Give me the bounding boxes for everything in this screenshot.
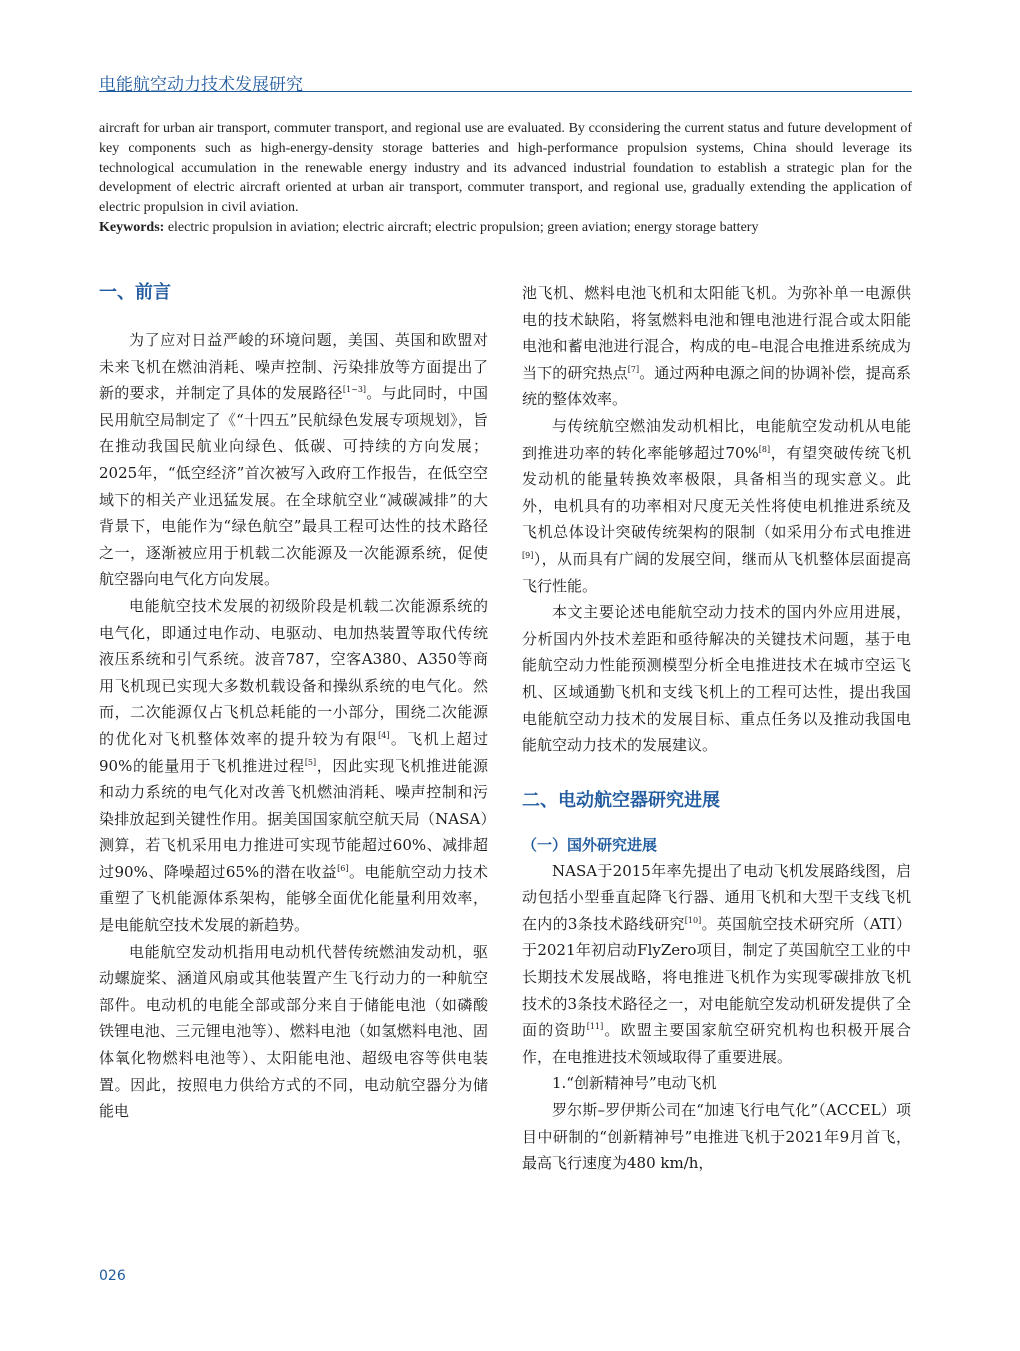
header-rule	[99, 91, 912, 92]
paragraph-text: 为了应对日益严峻的环境问题，美国、英国和欧盟对未来飞机在燃油消耗、噪声控制、污染排放等方面提出了新的要求，并制定了具体的发展路径	[99, 331, 488, 403]
section-1-paragraph-2	[99, 593, 488, 939]
citation-ref: [1~3]	[342, 385, 367, 395]
paragraph-text: 。飞机上超过90%的能量用于飞机推进过程	[99, 729, 488, 775]
paragraph-text: 。电能航空动力技术重塑了飞机能源体系架构，能够全面优化能量利用效率，是电能航空技术发展的新趋势。	[99, 862, 488, 935]
page-number: 026	[99, 1268, 126, 1284]
paragraph-text: 池飞机、燃料电池飞机和太阳能飞机。为弥补单一电源供电的技术缺陷，将氢燃料电池和锂电池进行混合或太阳能电池和蓄电池进行混合，构成的电–电混合电推进系统成为当下的研究热点	[522, 284, 911, 382]
citation-ref: [6]	[337, 863, 349, 873]
paragraph-text: NASA于2015年率先提出了电动飞机发展路线图，启动包括小型垂直起降飞行器、通用飞机和大型干支线飞机在内的3条技术路线研究	[522, 861, 911, 933]
section-1-paragraph-5: 本文主要论述电能航空动力技术的国内外应用进展，分析国内外技术差距和亟待解决的关键技术问题，基于电能航空动力性能预测模型分析全电推进技术在城市空运飞机、区域通勤飞机和支线飞机上的工程可达性，提出我国电能航空动力技术的发展目标、重点任务以及推动我国电能航空动力技术的发展建议。	[522, 603, 911, 755]
paragraph-text: 。通过两种电源之间的协调补偿，提高系统的整体效率。	[522, 363, 911, 409]
paragraph-text: ，有望突破传统飞机发动机的能量转换效率极限，具备相当的现实意义。此外，电机具有的功率相对尺度无关性将使电机推进系统及飞机总体设计突破传统架构的限制（如采用分布式电推进	[522, 443, 911, 542]
keywords-line	[99, 218, 912, 238]
item-1-paragraph: 罗尔斯–罗伊斯公司在“加速飞行电气化”（ACCEL）项目中研制的“创新精神号”电推进飞机于2021年9月首飞，最高飞行速度为480 km/h，	[522, 1101, 911, 1173]
section-1-paragraph-1	[99, 327, 488, 593]
citation-ref: [10]	[684, 915, 702, 925]
paragraph-text: 与传统航空燃油发动机相比，电能航空发动机从电能到推进功率的转化率能够超过70%	[522, 416, 911, 462]
citation-ref: [5]	[304, 757, 317, 767]
paragraph-text: ，因此实现飞机推进能源和动力系统的电气化对改善飞机燃油消耗、噪声控制和污染排放起到关键性作用。据美国国家航空航天局（NASA）测算，若飞机采用电力推进可实现节能超过60%、减排超过90%、降噪超过65%的潜在收益	[99, 756, 488, 881]
citation-ref: [7]	[627, 364, 640, 374]
section-1-paragraph-3: 电能航空发动机指用电动机代替传统燃油发动机，驱动螺旋桨、涵道风扇或其他装置产生飞行动力的一种航空部件。电动机的电能全部或部分来自于储能电池（如磷酸铁锂电池、三元锂电池等）、燃料电池（如氢燃料电池、固体氧化物燃料电池等）、太阳能电池、超级电容等供电装置。因此，按照电力供给方式的不同，电动航空器分为储能电	[99, 942, 488, 1121]
paragraph-text: ），从而具有广阔的发展空间，继而从飞机整体层面提高飞行性能。	[522, 549, 911, 595]
left-column	[99, 280, 488, 1125]
citation-ref: [9]	[522, 550, 534, 560]
running-head: 电能航空动力技术发展研究	[99, 75, 303, 95]
item-1-title: 1.“创新精神号”电动飞机	[552, 1074, 717, 1093]
citation-ref: [8]	[758, 444, 771, 454]
section-1-paragraph-4	[522, 413, 911, 599]
paragraph-text: 。欧盟主要国家航空研究机构也积极开展合作，在电推进技术领域取得了重要进展。	[522, 1021, 911, 1066]
paragraph-text: 电能航空技术发展的初级阶段是机载二次能源系统的电气化，即通过电作动、电驱动、电加热装置等取代传统液压系统和引气系统。波音787，空客A380、A350等商用飞机现已实现大多数机载设备和操纵系统的电气化。然而，二次能源仅占飞机总耗能的一小部分，围绕二次能源的优化对飞机整体效率的提升较为有限	[99, 596, 488, 748]
paragraph-text: 。与此同时，中国民用航空局制定了《“十四五”民航绿色发展专项规划》，旨在推动我国民航业向绿色、低碳、可持续的方向发展；2025年，“低空经济”首次被写入政府工作报告，在低空空域下的相关产业迅猛发展。在全球航空业“减碳减排”的大背景下，电能作为“绿色航空”最具工程可达性的技术路径之一，逐渐被应用于机载二次能源及一次能源系统，促使航空器向电气化方向发展。	[99, 384, 488, 589]
abstract-block	[99, 119, 912, 238]
citation-ref: [4]	[378, 730, 390, 740]
citation-ref: [11]	[586, 1022, 604, 1032]
keywords-text: electric propulsion in aviation; electric aircraft; electric propulsion; green aviation; energy storage battery	[164, 219, 759, 235]
section-1-paragraph-3-continued	[522, 280, 911, 413]
abstract-text: aircraft for urban air transport, commuter transport, and regional use are evaluated. By cconsidering the current status and future development of key components such as high-energy-density storage batteries and high-performance propulsion systems, China should leverage its technological accumulation in the renewable energy industry and its advanced industrial foundation to establish a strategic plan for the development of electric aircraft oriented at urban air transport, commuter transport, and regional use, gradually extending the application of electric propulsion in civil aviation.	[99, 121, 912, 216]
keywords-label: Keywords:	[99, 219, 165, 235]
right-column	[522, 280, 911, 1177]
section-1-title: 一、前言	[99, 282, 171, 303]
section-2-title: 二、电动航空器研究进展	[522, 789, 720, 811]
subsection-1-title: （一）国外研究进展	[522, 835, 658, 854]
paragraph-text: 。英国航空技术研究所（ATI）于2021年初启动FlyZero项目，制定了英国航空工业的中长期技术发展战略，将电推进飞机作为实现零碳排放飞机技术的3条技术路径之一，对电能航空发动机研发提供了全面的资助	[522, 914, 911, 1040]
section-2-paragraph-1	[522, 858, 911, 1071]
